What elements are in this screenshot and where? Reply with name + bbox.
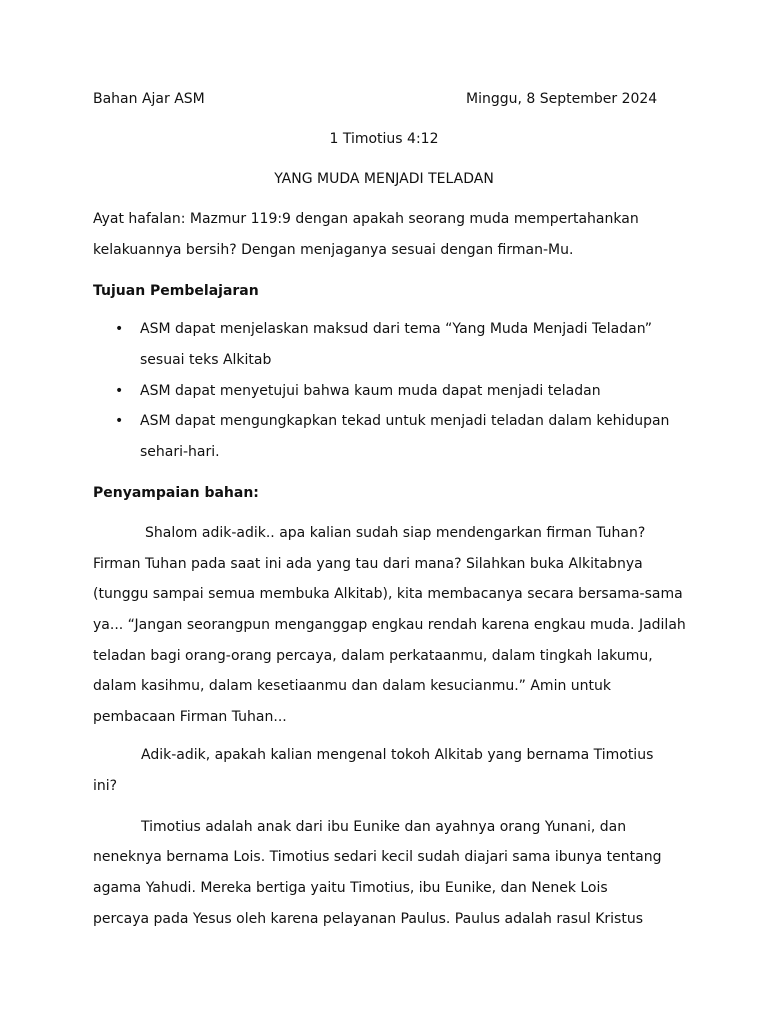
list-item-continuation: sehari-hari. — [140, 444, 220, 460]
paragraph-line: Firman Tuhan pada saat ini ada yang tau dari mana? Silahkan buka Alkitabnya — [93, 556, 643, 572]
paragraph-line: ya... “Jangan seorangpun menganggap engkau rendah karena engkau muda. Jadilah — [93, 617, 686, 633]
list-item-continuation: sesuai teks Alkitab — [140, 352, 272, 368]
list-item: ASM dapat menyetujui bahwa kaum muda dapat menjadi teladan — [140, 383, 601, 399]
bullet-dot: • — [115, 383, 124, 399]
delivery-heading: Penyampaian bahan: — [93, 485, 259, 501]
paragraph-line: agama Yahudi. Mereka bertiga yaitu Timotius, ibu Eunike, dan Nenek Lois — [93, 880, 608, 896]
paragraph-line: (tunggu sampai semua membuka Alkitab), kita membacanya secara bersama-sama — [93, 586, 683, 602]
objectives-heading: Tujuan Pembelajaran — [93, 283, 259, 299]
paragraph-line: percaya pada Yesus oleh karena pelayanan Paulus. Paulus adalah rasul Kristus — [93, 911, 643, 927]
bullet-dot: • — [115, 413, 124, 429]
paragraph-line: Adik-adik, apakah kalian mengenal tokoh Alkitab yang bernama Timotius — [141, 747, 654, 763]
paragraph-line: ini? — [93, 778, 118, 794]
header-date: Minggu, 8 September 2024 — [466, 91, 658, 107]
page-title: YANG MUDA MENJADI TELADAN — [274, 171, 494, 187]
memory-verse-line-2: kelakuannya bersih? Dengan menjaganya sesuai dengan firman-Mu. — [93, 242, 574, 258]
paragraph-line: neneknya bernama Lois. Timotius sedari kecil sudah diajari sama ibunya tentang — [93, 849, 662, 865]
paragraph-line: Shalom adik-adik.. apa kalian sudah siap mendengarkan firman Tuhan? — [145, 525, 646, 541]
scripture-reference: 1 Timotius 4:12 — [329, 131, 439, 147]
memory-verse-line-1: Ayat hafalan: Mazmur 119:9 dengan apakah seorang muda mempertahankan — [93, 211, 639, 227]
paragraph-line: dalam kasihmu, dalam kesetiaanmu dan dalam kesucianmu.” Amin untuk — [93, 678, 611, 694]
list-item: ASM dapat mengungkapkan tekad untuk menjadi teladan dalam kehidupan — [140, 413, 670, 429]
paragraph-line: Timotius adalah anak dari ibu Eunike dan ayahnya orang Yunani, dan — [141, 819, 627, 835]
list-item: ASM dapat menjelaskan maksud dari tema “Yang Muda Menjadi Teladan” — [140, 321, 653, 337]
header-left-label: Bahan Ajar ASM — [93, 91, 205, 107]
paragraph-line: teladan bagi orang-orang percaya, dalam perkataanmu, dalam tingkah lakumu, — [93, 648, 653, 664]
paragraph-line: pembacaan Firman Tuhan... — [93, 709, 287, 725]
bullet-dot: • — [115, 321, 124, 337]
